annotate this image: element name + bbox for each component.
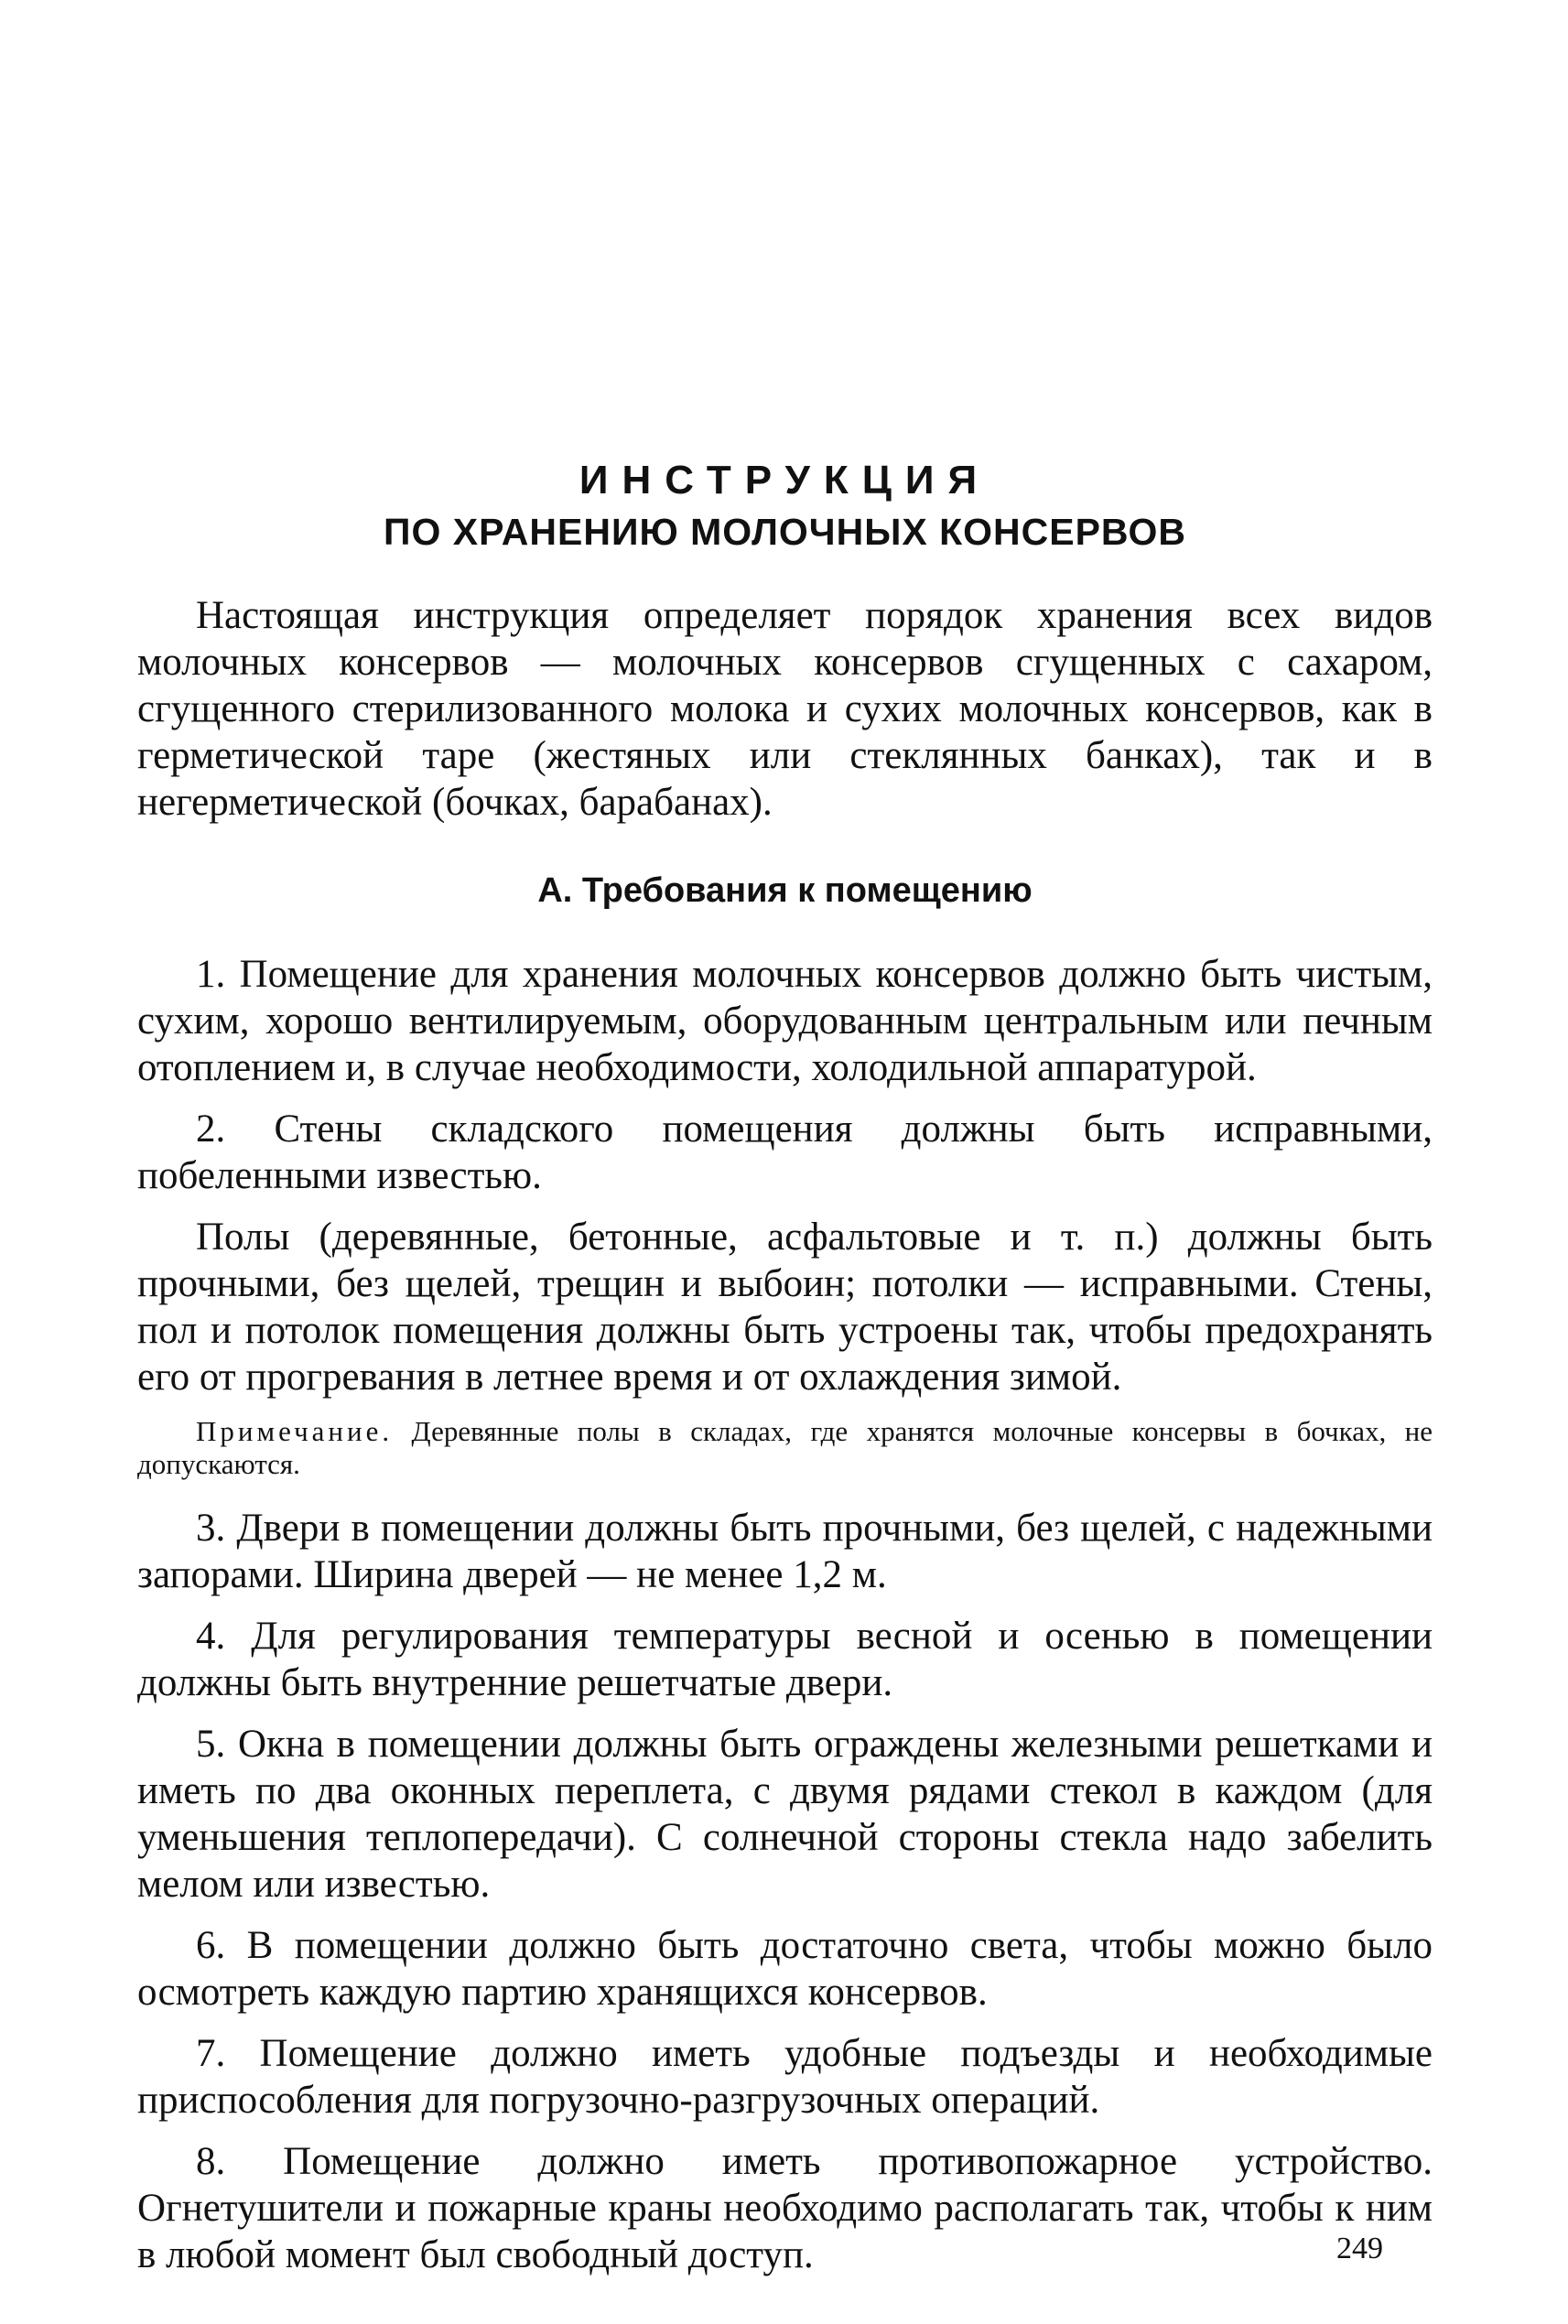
note [137,1415,1433,1481]
note-text: Деревянные полы в складах, где хранятся молочные консервы в бочках, не допускаются. [137,1415,1433,1480]
document-subtitle: ПО ХРАНЕНИЮ МОЛОЧНЫХ КОНСЕРВОВ [383,511,1187,553]
floors-paragraph: Полы (деревянные, бетонные, асфальтовые и т. п.) должны быть прочными, без щелей, трещин и выбоин; потолки — исправными. Стены, пол и потолок помещения должны быть устроены так, чтобы предохранять его от прогревания в летнее время и от охлаждения зимой. [137,1216,1433,1399]
item-6: 6. В помещении должно быть достаточно света, чтобы можно было осмотреть каждую партию хранящихся консервов. [137,1924,1433,2014]
item-3: 3. Двери в помещении должны быть прочными, без щелей, с надежными запорами. Ширина дверей — не менее 1,2 м. [137,1507,1433,1596]
note-label: Примечание. [196,1415,394,1447]
item-4: 4. Для регулирования температуры весной и осенью в помещении должны быть внутренние решетчатые двери. [137,1615,1433,1704]
page-number: 249 [1336,2232,1383,2265]
item-2: 2. Стены складского помещения должны быть исправными, побеленными известью. [137,1108,1433,1197]
intro-paragraph: Настоящая инструкция определяет порядок хранения всех видов молочных консервов — молочных консервов сгущенных с сахаром, сгущенного стерилизованного молока и сухих молочных консервов, как в герметической таре (жестяных или стеклянных банках), так и в негерметической (бочках, барабанах). [137,594,1433,824]
section-a-heading: А. Требования к помещению [537,871,1033,910]
page-content [137,458,1433,2293]
item-1: 1. Помещение для хранения молочных консервов должно быть чистым, сухим, хорошо вентилируемым, оборудованным центральным или печным отоплением и, в случае необходимости, холодильной аппаратурой. [137,953,1433,1089]
item-8: 8. Помещение должно иметь противопожарное устройство. Огнетушители и пожарные краны необходимо располагать так, чтобы к ним в любой момент был свободный доступ. [137,2140,1433,2276]
item-7: 7. Помещение должно иметь удобные подъезды и необходимые приспособления для погрузочно-разгрузочных операций. [137,2032,1433,2122]
item-5: 5. Окна в помещении должны быть ограждены железными решетками и иметь по два оконных переплета, с двумя рядами стекол в каждом (для уменьшения теплопередачи). С солнечной стороны стекла надо забелить мелом или известью. [137,1723,1433,1906]
document-title: ИНСТРУКЦИЯ [579,458,991,503]
